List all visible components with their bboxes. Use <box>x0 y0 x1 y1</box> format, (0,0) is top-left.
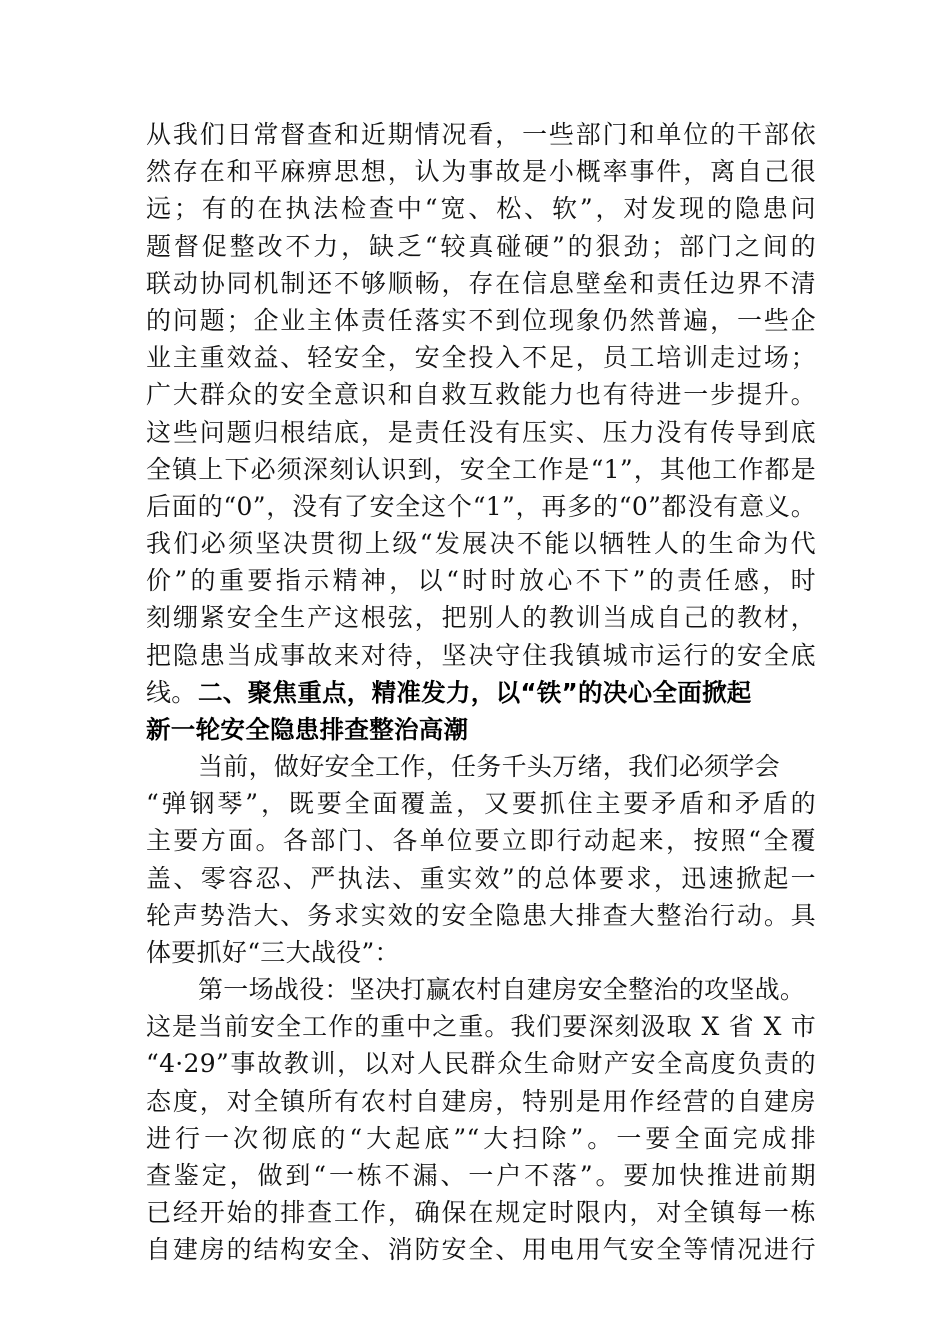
text-line: 主要方面。各部门、各单位要立即行动起来，按照“全覆 <box>146 826 816 856</box>
text-line: 查鉴定，做到“一栋不漏、一户不落”。要加快推进前期 <box>146 1160 816 1190</box>
paragraph-body-3 <box>146 971 816 1269</box>
text-line: 全镇上下必须深刻认识到，安全工作是“1”，其他工作都是 <box>146 454 816 484</box>
text-line: 把隐患当成事故来对待，坚决守住我镇城市运行的安全底 <box>146 640 816 670</box>
text-line: 第一场战役：坚决打赢农村自建房安全整治的攻坚战。 <box>198 975 806 1004</box>
paragraph-body-2 <box>146 748 816 971</box>
text-line: 这些问题归根结底，是责任没有压实、压力没有传导到底 <box>146 417 816 447</box>
section-heading <box>146 674 816 748</box>
text-line: 广大群众的安全意识和自救互救能力也有待进一步提升。 <box>146 380 816 410</box>
text-line: 当前，做好安全工作，任务千头万绪，我们必须学会 <box>198 752 780 781</box>
text-line: 后面的“0”，没有了安全这个“1”，再多的“0”都没有意义。 <box>146 491 816 521</box>
paragraph-body-1 <box>146 116 816 711</box>
text-line: 盖、零容忍、严执法、重实效”的总体要求，迅速掀起一 <box>146 863 816 893</box>
text-line: 体要抓好“三大战役”： <box>146 937 400 967</box>
text-line: 价”的重要指示精神，以“时时放心不下”的责任感，时 <box>146 566 816 596</box>
text-line: 联动协同机制还不够顺畅，存在信息壁垒和责任边界不清 <box>146 268 816 298</box>
text-line: 题督促整改不力，缺乏“较真碰硬”的狠劲；部门之间的 <box>146 231 816 261</box>
heading-line: 二、聚焦重点，精准发力，以“铁”的决心全面掀起 <box>198 678 752 707</box>
text-line: 从我们日常督查和近期情况看，一些部门和单位的干部依 <box>146 120 816 149</box>
text-line: 已经开始的排查工作，确保在规定时限内，对全镇每一栋 <box>146 1198 816 1228</box>
text-line: 线。 <box>146 677 197 707</box>
text-line: 自建房的结构安全、消防安全、用电用气安全等情况进行 <box>146 1235 816 1265</box>
text-line: 我们必须坚决贯彻上级“发展决不能以牺牲人的生命为代 <box>146 529 816 559</box>
text-line: 这是当前安全工作的重中之重。我们要深刻汲取 X 省 X 市 <box>146 1012 816 1042</box>
text-line: “4·29”事故教训，以对人民群众生命财产安全高度负责的 <box>146 1049 816 1079</box>
text-line: 然存在和平麻痹思想，认为事故是小概率事件，离自己很 <box>146 157 816 187</box>
text-line: 业主重效益、轻安全，安全投入不足，员工培训走过场； <box>146 343 816 373</box>
text-line: 轮声势浩大、务求实效的安全隐患大排查大整治行动。具 <box>146 900 816 930</box>
text-line: 刻绷紧安全生产这根弦，把别人的教训当成自己的教材， <box>146 603 816 633</box>
text-line: 态度，对全镇所有农村自建房，特别是用作经营的自建房 <box>146 1086 816 1116</box>
text-line: 进行一次彻底的“大起底”“大扫除”。一要全面完成排 <box>146 1123 816 1153</box>
text-line: 的问题；企业主体责任落实不到位现象仍然普遍，一些企 <box>146 305 816 335</box>
text-line: 远；有的在执法检查中“宽、松、软”，对发现的隐患问 <box>146 194 816 224</box>
text-line: “弹钢琴”，既要全面覆盖，又要抓住主要矛盾和矛盾的 <box>146 789 816 819</box>
heading-line: 新一轮安全隐患排查整治高潮 <box>146 715 469 745</box>
